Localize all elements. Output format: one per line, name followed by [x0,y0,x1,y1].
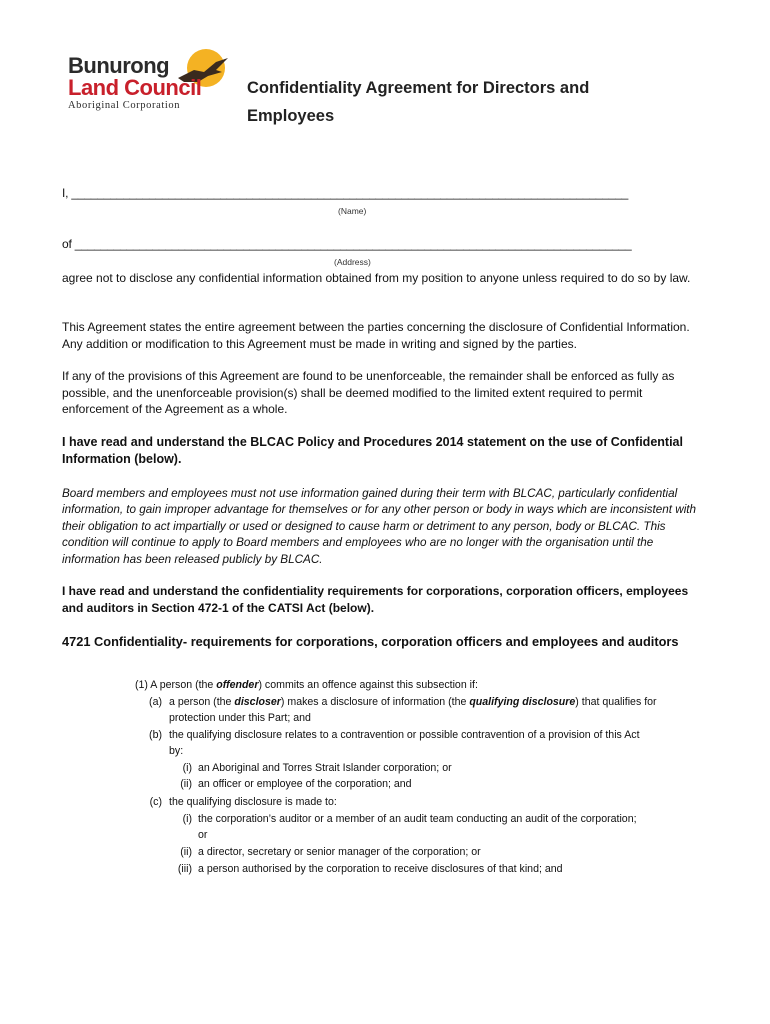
catsi-acknowledgement: I have read and understand the confidentiality requirements for corporations, corporation officers, employees and auditors in Section 472-1 of the CATSI Act (below). [62,584,689,615]
item-c-iii-number: (iii) [177,863,192,875]
title-line1: Confidentiality Agreement for Directors and [247,79,590,97]
item-c-ii-text: a director, secretary or senior manager of the corporation; or [198,846,481,858]
address-blank-line[interactable]: ______________________________________________________________________________________ [74,237,632,251]
name-field-row[interactable] [62,186,628,200]
policy-acknowledgement: I have read and understand the BLCAC Policy and Procedures 2014 statement on the use of Confidential Information (below). [62,435,683,466]
name-blank-line[interactable]: ______________________________________________________________________________________ [71,186,629,200]
agreement-paragraph-1: agree not to disclose any confidential information obtained from my position to anyone unless required to do so by law. [62,271,691,285]
policy-statement: Board members and employees must not use information gained during their term with BLCAC, particularly confidential information, to gain improper advantage for themselves or for any other person or body in ways which are inconsistent with their obligation to act impartially or used or designed to cause harm or detriment to any person, body or BLCAC. This condition will continue to apply to Board members and employees who are no longer with the organisation until the information has been released publicly by BLCAC. [62,487,697,566]
item-b-ii-text: an officer or employee of the corporation; and [198,778,412,790]
item-b-i-number: (i) [182,762,192,774]
item-b-ii-number: (ii) [180,778,192,790]
item-c-number: (c) [149,796,162,808]
name-prefix: I, [62,186,72,200]
address-prefix: of [62,237,75,251]
subsection-1: (1) A person (the offender) commits an offence against this subsection if: [135,679,478,691]
logo-line2: Land Council [68,75,202,100]
address-caption: (Address) [334,257,371,267]
agreement-paragraph-3: If any of the provisions of this Agreement are found to be unenforceable, the remainder shall be enforced as fully as possible, and the unenforceable provision(s) shall be deemed modified to the limited extent required to permit enforcement of the Agreement as a whole. [62,369,675,416]
name-caption: (Name) [338,206,367,216]
legal-text-block [0,677,770,887]
item-c-iii-text: a person authorised by the corporation to receive disclosures of that kind; and [198,863,563,875]
item-a-line2: protection under this Part; and [169,712,311,724]
item-c-i-number: (i) [182,813,192,825]
item-b-i-text: an Aboriginal and Torres Strait Islander corporation; or [198,762,452,774]
item-a-number: (a) [149,696,162,708]
item-b-line1: the qualifying disclosure relates to a contravention or possible contravention of a provision of this Act [169,729,640,741]
bunurong-logo [66,48,236,114]
item-c-ii-number: (ii) [180,846,192,858]
address-field-row[interactable] [62,237,632,251]
item-c-text: the qualifying disclosure is made to: [169,796,337,808]
document-title [247,74,647,130]
agreement-paragraph-2: This Agreement states the entire agreement between the parties concerning the disclosure of Confidential Information. Any addition or modification to this Agreement must be made in writing and signed by the parties. [62,320,690,351]
title-line2: Employees [247,107,335,125]
logo-line3: Aboriginal Corporation [68,100,181,111]
item-a-line1: a person (the discloser) makes a disclosure of information (the qualifying disclosure) that qualifies for [169,696,657,708]
item-c-i-line1: the corporation’s auditor or a member of an audit team conducting an audit of the corporation; [198,813,637,825]
item-b-number: (b) [149,729,162,741]
section-heading: 4721 Confidentiality- requirements for corporations, corporation officers and employees and auditors [62,634,679,649]
item-b-line2: by: [169,745,184,757]
item-c-i-line2: or [198,829,208,841]
logo-line1: Bunurong [68,53,170,78]
